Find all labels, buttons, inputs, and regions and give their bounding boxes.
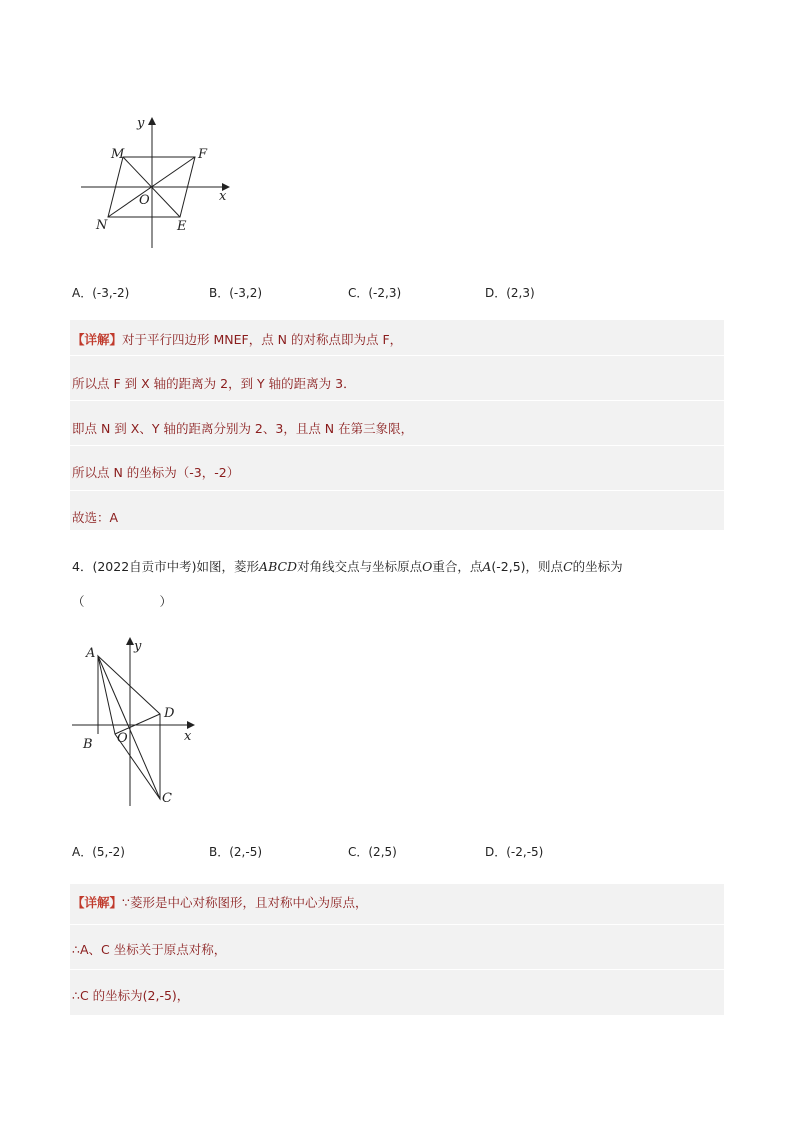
q4-stem-text-5: 的坐标为 <box>572 559 623 574</box>
label-m: M <box>111 147 125 162</box>
q4-answer-blank: （ ） <box>72 594 173 609</box>
label-y: y <box>134 639 142 654</box>
explain3-line-4: 所以点 N 的坐标为（-3，-2） <box>72 465 240 480</box>
q3-option-a[interactable]: A．(-3,-2) <box>72 286 130 300</box>
label-a: A <box>86 646 96 661</box>
label-b: B <box>83 737 93 752</box>
explain4-line-3: ∴C 的坐标为(2,-5)， <box>72 988 190 1003</box>
q4-option-b[interactable]: B．(2,-5) <box>209 845 263 859</box>
label-o: O <box>117 731 128 746</box>
q3-option-c[interactable]: C．(-2,3) <box>348 286 402 300</box>
label-x: x <box>184 729 192 744</box>
label-d: D <box>164 706 175 721</box>
q4-stem-text-4: ，则点 <box>525 559 564 574</box>
q3-option-b[interactable]: B．(-3,2) <box>209 286 263 300</box>
q4-stem-text-2: 对角线交点与坐标原点 <box>297 559 423 574</box>
q4-options <box>72 843 712 863</box>
rhombus-figure <box>70 634 210 810</box>
q4-c: C <box>563 559 573 574</box>
explain3-line-5: 故选：A <box>72 510 119 525</box>
explain3-line-3: 即点 N 到 X、Y 轴的距离分别为 2、3，且点 N 在第三象限， <box>72 421 414 436</box>
q3-option-d[interactable]: D．(2,3) <box>485 286 535 300</box>
q4-explanation <box>70 884 724 1015</box>
label-y: y <box>137 116 145 131</box>
q4-number: 4． <box>72 559 93 574</box>
q4-option-a[interactable]: A．(5,-2) <box>72 845 125 859</box>
explain4-line-1: ∵菱形是中心对称图形，且对称中心为原点， <box>122 895 368 910</box>
label-o: O <box>139 193 150 208</box>
label-e: E <box>177 219 187 234</box>
q3-options <box>72 284 712 304</box>
q4-stem-text-1: 如图，菱形 <box>196 559 260 574</box>
label-n: N <box>96 218 108 233</box>
explain3-line-1: 对于平行四边形 MNEF，点 N 的对称点即为点 F， <box>122 332 403 347</box>
q4-option-d[interactable]: D．(-2,-5) <box>485 845 544 859</box>
q4-abcd: ABCD <box>259 559 298 574</box>
q3-explanation <box>70 320 724 530</box>
q4-source: (2022自贡市中考) <box>92 559 197 574</box>
q4-o: O <box>422 559 433 574</box>
q4-stem <box>72 557 623 575</box>
explain-tag: 【详解】 <box>72 895 123 910</box>
q4-option-c[interactable]: C．(2,5) <box>348 845 397 859</box>
explain3-line-2: 所以点 F 到 X 轴的距离为 2，到 Y 轴的距离为 3． <box>72 376 356 391</box>
explain-tag: 【详解】 <box>72 332 123 347</box>
q4-a-coord: (-2,5) <box>491 559 526 574</box>
label-c: C <box>162 791 172 806</box>
explain4-line-2: ∴A、C 坐标关于原点对称， <box>72 942 227 957</box>
label-f: F <box>198 147 208 162</box>
label-x: x <box>219 189 227 204</box>
q4-a: A <box>482 559 492 574</box>
q4-stem-text-3: 重合，点 <box>432 559 483 574</box>
parallelogram-figure <box>75 110 245 250</box>
